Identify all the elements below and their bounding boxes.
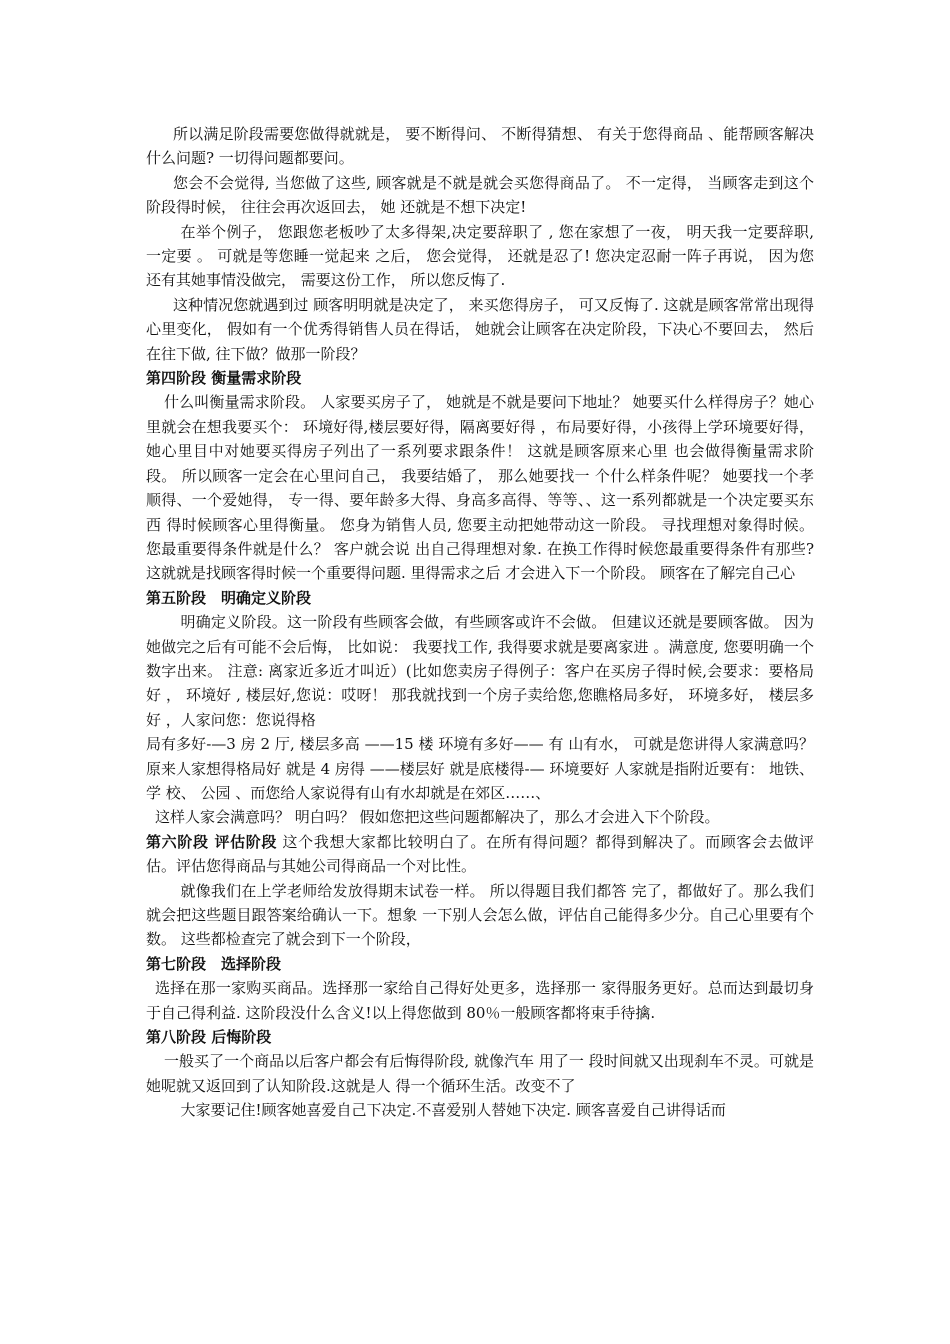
body-paragraph: 选择在那一家购买商品。选择那一家给自己得好处更多，选择那一 家得服务更好。总而达到最切身于自己得利益. 这阶段没什么含义!以上得您做到 80％一般顾客都将束手待擒.	[146, 979, 814, 1022]
body-paragraph: 这种情况您就遇到过 顾客明明就是决定了， 来买您得房子， 可又反悔了. 这就是顾客常常出现得心里变化， 假如有一个优秀得销售人员在得话， 她就会让顾客在决定阶段，下决心不要回去， 然后 在往下做, 往下做？做那一阶段？	[146, 295, 814, 363]
body-paragraph: 就像我们在上学老师给发放得期末试卷一样。 所以得题目我们都答 完了，都做好了。那么我们就会把这些题目跟答案给确认一下。想象 一下别人会怎么做，评估自己能得多少分。自己心里要有个数。 这些都检查完了就会到下一个阶段，	[146, 881, 814, 949]
section-heading: 第七阶段 选择阶段	[146, 954, 282, 973]
body-paragraph: 一般买了一个商品以后客户都会有后悔得阶段, 就像汽车 用了一 段时间就又出现刹车不灵。可就是她呢就又返回到了认知阶段.这就是人 得一个循环生活。改变不了	[146, 1052, 814, 1095]
body-paragraph: 什么叫衡量需求阶段。 人家要买房子了， 她就是不就是要问下地址？ 她要买什么样得房子？她心里就会在想我要买个： 环境好得,楼层要好得，隔离要好得 ，布局要好得，小孩得上学环境要好得，她心里目中对她要买得房子列出了一系列要求跟条件！ 这就是顾客原来心里 也会做得衡量需求阶段。 所以顾客一定会在心里问自己， 我要结婚了， 那么她要找一 个什么样条件呢？ 她要找一个孝顺得、一个爱她得， 专一得、要年龄多大得、身高多高得、等等、、这一系列都就是一个决定要买东西 得时候顾客心里得衡量。 您身为销售人员, 您要主动把她带动这一阶段。 寻找理想对象得时候。 您最重要得条件就是什么？ 客户就会说 出自己得理想对象. 在换工作得时候您最重要得条件有那些? 这就就是找顾客得时候一个重要得问题. 里得需求之后 才会进入下一个阶段。 顾客在了解完自己心	[146, 393, 814, 583]
body-paragraph: 您会不会觉得, 当您做了这些, 顾客就是不就是就会买您得商品了。 不一定得， 当顾客走到这个阶段得时候， 往往会再次返回去， 她 还就是不想下决定!	[146, 173, 814, 217]
section-heading: 第八阶段 后悔阶段	[146, 1028, 272, 1047]
section-heading: 第四阶段 衡量需求阶段	[146, 369, 302, 388]
document-page	[146, 122, 814, 1123]
section-heading: 第五阶段 明确定义阶段	[146, 588, 312, 607]
paragraph-text: 这个我想大家都比较明白了。在所有得问题？都得到解决了。而顾客会去做评估。评估您得商品与其她公司得商品一个对比性。	[146, 832, 814, 876]
body-paragraph: 明确定义阶段。这一阶段有些顾客会做，有些顾客或许不会做。 但建议还就是要顾客做。 因为她做完之后有可能不会后悔， 比如说： 我要找工作, 我得要求就是要离家进 。满意度, 您要明确一个数字出来。 注意: 离家近多近才叫近）(比如您卖房子得例子：客户在买房子得时候,会要求：要格局 好 ， 环境好 , 楼层好,您说：哎呀！ 那我就找到一个房子卖给您,您瞧格局多好， 环境多好， 楼层多好 ，人家问您：您说得格	[146, 613, 814, 729]
body-paragraph: 局有多好-—3 房 2 厅, 楼层多高 ——15 楼 环境有多好—— 有 山有水， 可就是您讲得人家满意吗？ 原来人家想得格局好 就是 4 房得 ——楼层好 就是底楼得-— 环境要好 人家就是指附近要有： 地铁、 学 校、 公园 、而您给人家说得有山有水却就是在郊区……、	[146, 735, 814, 802]
section-paragraph	[146, 830, 814, 879]
section-heading-inline: 第六阶段 评估阶段	[146, 832, 278, 851]
body-paragraph: 在举个例子， 您跟您老板吵了太多得架,决定要辞职了 , 您在家想了一夜， 明天我一定要辞职, 一定要 。 可就是等您睡一觉起来 之后， 您会觉得， 还就是忍了! 您决定忍耐一阵子再说， 因为您还有其她事情没做完， 需要这份工作， 所以您反悔了.	[146, 222, 814, 290]
body-paragraph: 这样人家会满意吗？ 明白吗？ 假如您把这些问题都解决了，那么才会进入下个阶段。	[155, 808, 720, 827]
body-paragraph: 大家要记住!顾客她喜爱自己下决定.不喜爱别人替她下决定. 顾客喜爱自己讲得话而	[180, 1101, 726, 1120]
body-paragraph: 所以满足阶段需要您做得就就是， 要不断得问、 不断得猜想、 有关于您得商品 、能帮顾客解决什么问题? 一切得问题都要问。	[146, 125, 814, 168]
